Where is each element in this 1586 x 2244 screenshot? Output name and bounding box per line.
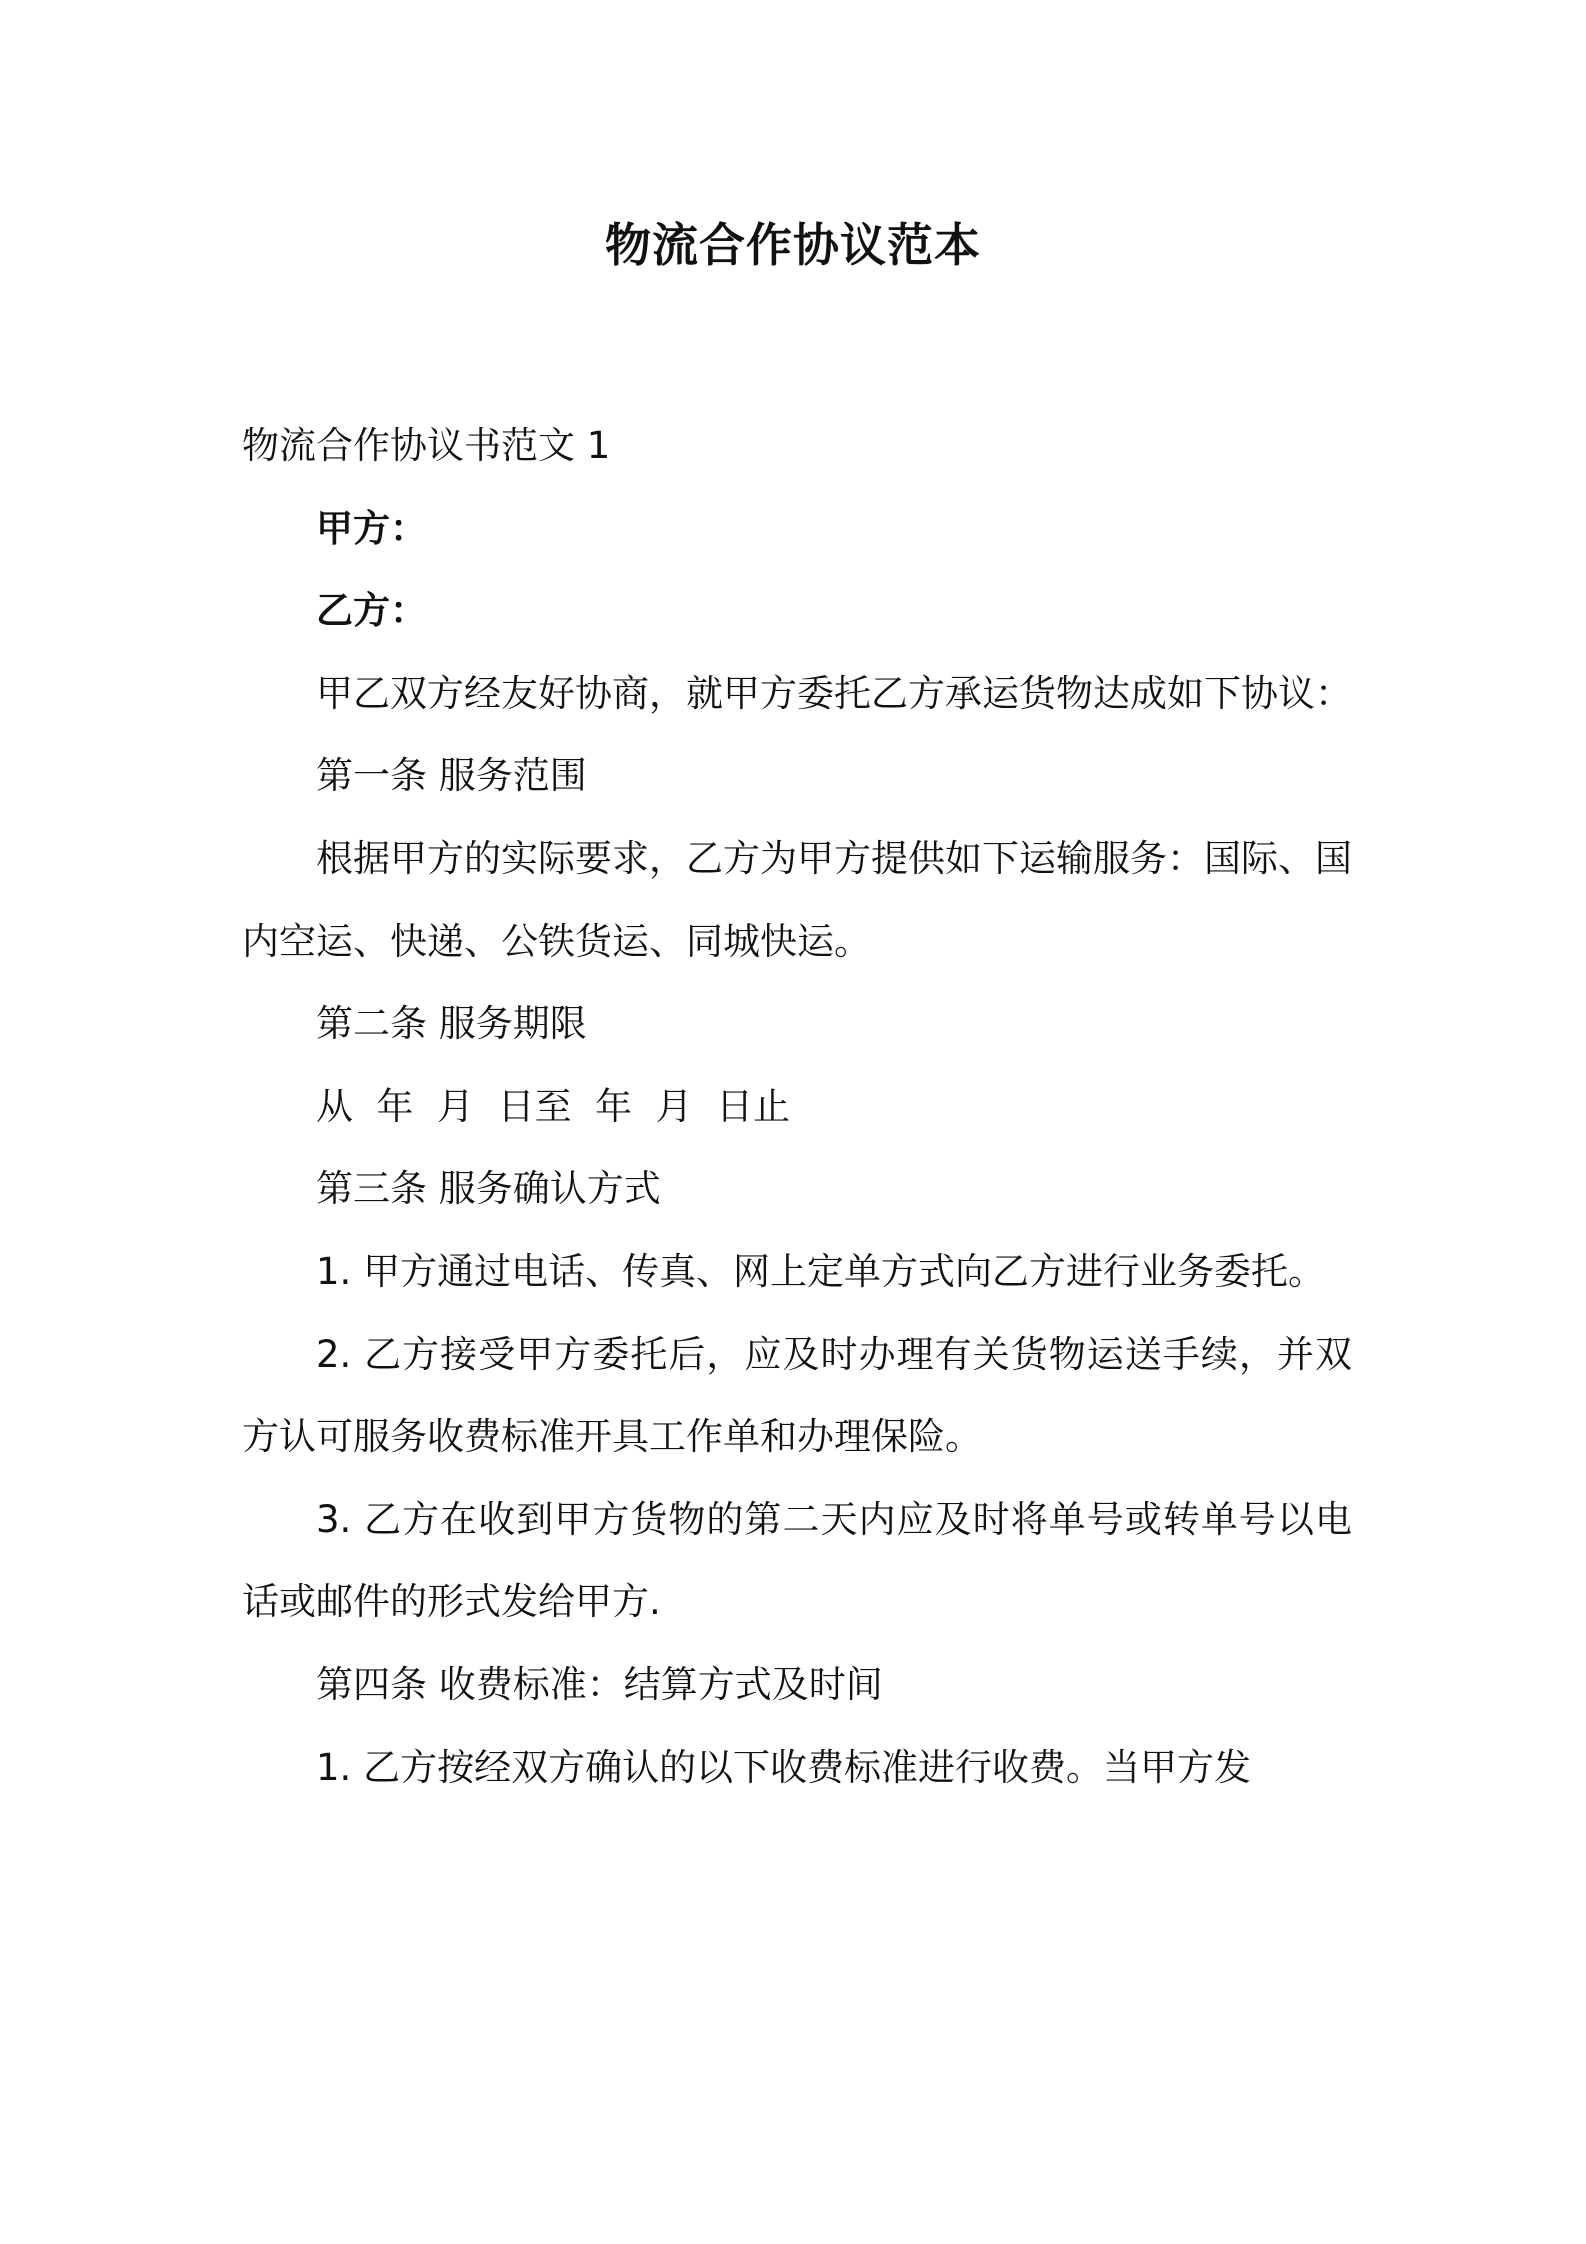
article2-heading: 第二条 服务期限 bbox=[316, 1002, 587, 1046]
document-title: 物流合作协议范本 bbox=[605, 218, 981, 272]
party-a-line: 甲方： bbox=[316, 506, 427, 550]
article4-heading: 第四条 收费标准：结算方式及时间 bbox=[316, 1662, 883, 1706]
article1-text: 根据甲方的实际要求，乙方为甲方提供如下运输服务：国际、国内空运、快递、公铁货运、同城快运。 bbox=[242, 836, 1352, 963]
intro-paragraph: 甲乙双方经友好协商，就甲方委托乙方承运货物达成如下协议： bbox=[316, 671, 1352, 715]
article3-item1: 1. 甲方通过电话、传真、网上定单方式向乙方进行业务委托。 bbox=[316, 1249, 1326, 1293]
article3-item3: 3. 乙方在收到甲方货物的第二天内应及时将单号或转单号以电话或邮件的形式发给甲方. bbox=[242, 1497, 1352, 1624]
article1-heading: 第一条 服务范围 bbox=[316, 754, 587, 798]
article3-item2: 2. 乙方接受甲方委托后，应及时办理有关货物运送手续，并双方认可服务收费标准开具工作单和办理保险。 bbox=[242, 1332, 1352, 1459]
article2-text: 从 年 月 日至 年 月 日止 bbox=[316, 1084, 791, 1128]
party-b-line: 乙方： bbox=[316, 589, 427, 633]
section-heading: 物流合作协议书范文 1 bbox=[242, 424, 611, 467]
document-body bbox=[242, 405, 1352, 1809]
article3-heading: 第三条 服务确认方式 bbox=[316, 1167, 661, 1211]
article4-item1: 1. 乙方按经双方确认的以下收费标准进行收费。当甲方发 bbox=[316, 1745, 1252, 1789]
